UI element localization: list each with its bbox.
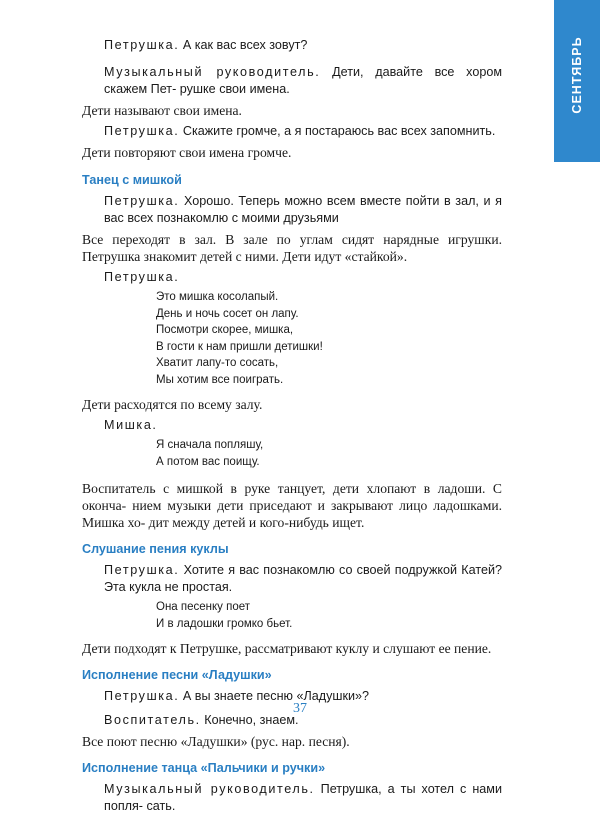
poem-line: День и ночь сосет он лапу.	[156, 307, 299, 320]
speaker: Воспитатель.	[104, 713, 201, 727]
dialogue-line: Петрушка. А вы знаете песню «Ладушки»?	[104, 689, 370, 703]
stage-direction: Все переходят в зал. В зале по углам сидят нарядные игрушки. Петрушка знакомит детей с ними. Дети идут «стайкой».	[82, 232, 502, 264]
month-tab	[554, 0, 600, 162]
poem-line: Хватит лапу-то сосать,	[156, 357, 279, 369]
stage-direction: Дети называют свои имена.	[82, 103, 242, 118]
poem	[82, 437, 502, 470]
dialogue-line: Музыкальный руководитель. Петрушка, а ты хотел с нами попля- сать.	[104, 782, 502, 813]
dialogue-line: Петрушка. Скажите громче, а я постараюсь вас всех запомнить.	[104, 124, 496, 138]
speaker: Петрушка.	[104, 38, 180, 52]
stage-direction: Воспитатель с мишкой в руке танцует, дети хлопают в ладоши. С оконча- нием музыки дети приседают и закрывают лицо ладошками. Мишка хо- дит между детей и кого-нибудь ищет.	[82, 481, 502, 530]
dialogue-line	[82, 417, 502, 434]
poem-line: Мы хотим все поиграть.	[156, 373, 284, 386]
section-heading: Исполнение песни «Ладушки»	[82, 668, 272, 682]
poem-line: Это мишка косолапый.	[156, 291, 279, 303]
poem-line: Посмотри скорее, мишка,	[156, 324, 294, 336]
dialogue-line: Воспитатель. Конечно, знаем.	[104, 713, 299, 727]
poem-line: В гости к нам пришли детишки!	[156, 340, 323, 353]
month-tab-label: СЕНТЯБРЬ	[570, 35, 584, 114]
speaker: Музыкальный руководитель.	[104, 782, 315, 796]
poem-line: А потом вас поищу.	[156, 455, 260, 468]
poem-line: И в ладошки громко бьет.	[156, 617, 293, 630]
dialogue-line: Петрушка. Хотите я вас познакомлю со своей подружкой Катей? Эта кукла не простая.	[104, 563, 502, 594]
stage-direction: Дети повторяют свои имена громче.	[82, 145, 292, 160]
speaker: Мишка.	[104, 418, 158, 432]
section-heading: Слушание пения куклы	[82, 542, 229, 556]
dialogue-line: Петрушка. Хорошо. Теперь можно всем вместе пойти в зал, и я вас всех познакомлю с моими друзьями	[104, 194, 502, 225]
dialogue-line: Музыкальный руководитель. Дети, давайте все хором скажем Пет- рушке свои имена.	[104, 65, 502, 96]
section-heading: Исполнение танца «Пальчики и ручки»	[82, 761, 326, 775]
speaker: Петрушка.	[104, 563, 180, 577]
page-body	[82, 37, 502, 815]
page-number: 37	[293, 701, 307, 716]
speaker: Петрушка.	[104, 194, 180, 208]
stage-direction: Дети подходят к Петрушке, рассматривают куклу и слушают ее пение.	[82, 641, 492, 656]
poem-line: Она песенку поет	[156, 601, 251, 613]
section-heading: Танец с мишкой	[82, 173, 182, 187]
speaker: Петрушка.	[104, 124, 180, 138]
dialogue-line	[82, 269, 502, 286]
speaker: Петрушка.	[104, 270, 180, 284]
poem	[82, 289, 502, 388]
poem	[82, 599, 502, 632]
poem-line: Я сначала попляшу,	[156, 439, 264, 451]
stage-direction: Все поют песню «Ладушки» (рус. нар. песня).	[82, 734, 350, 749]
stage-direction: Дети расходятся по всему залу.	[82, 397, 263, 412]
speaker: Петрушка.	[104, 689, 180, 703]
speaker: Музыкальный руководитель.	[104, 65, 321, 79]
dialogue-line: Петрушка. А как вас всех зовут?	[104, 38, 308, 52]
